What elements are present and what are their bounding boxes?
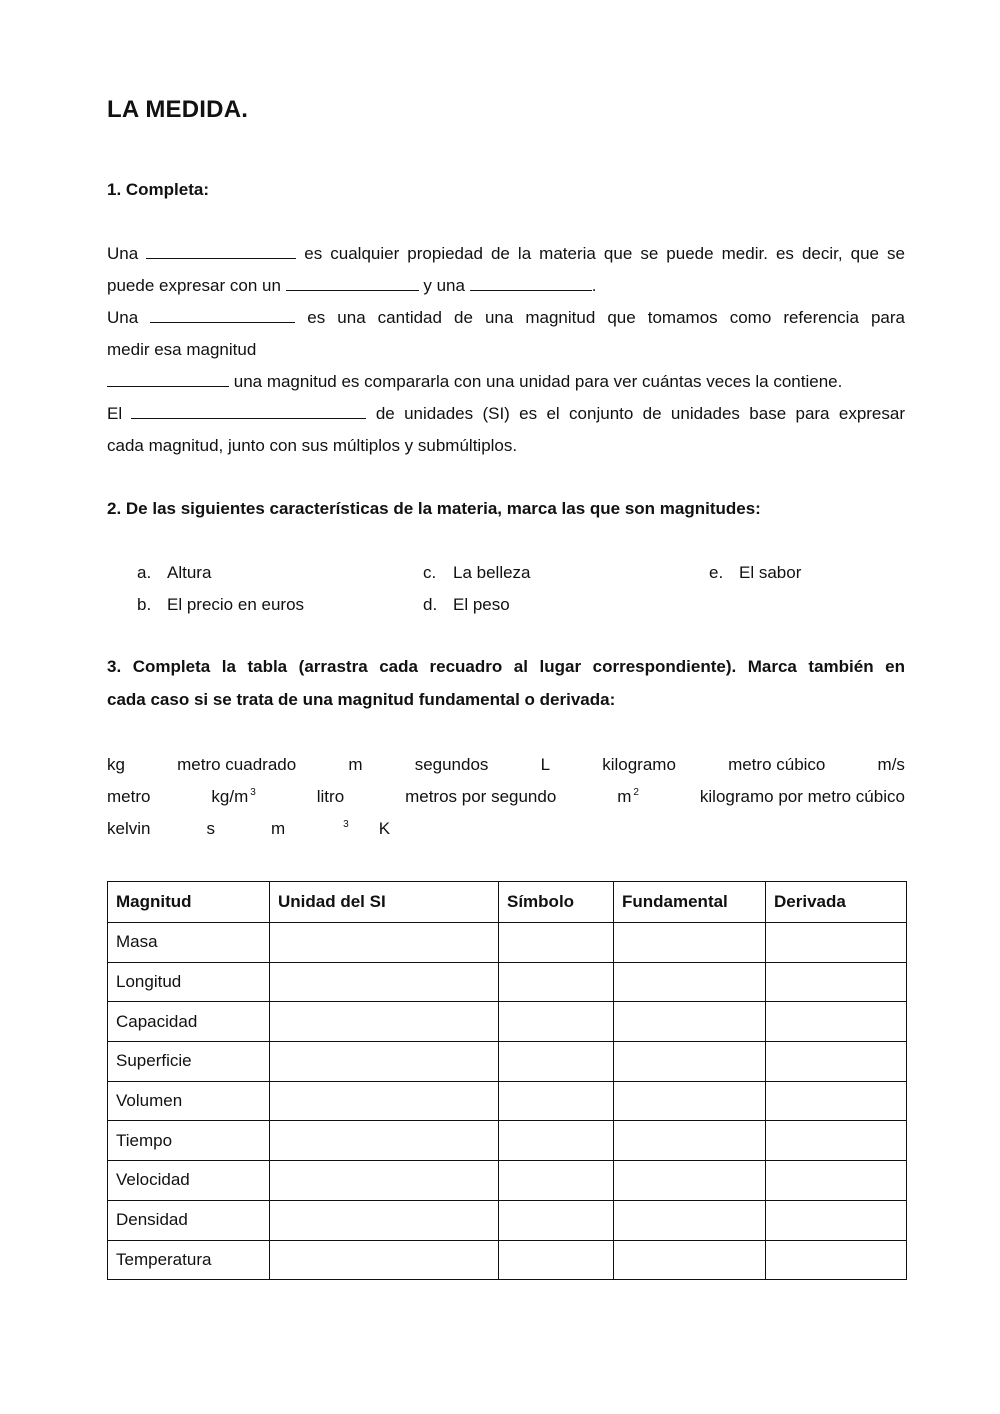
simbolo-drop-cell[interactable]	[499, 1200, 614, 1240]
q1-line-3	[107, 302, 905, 334]
derivada-check-cell[interactable]	[766, 962, 907, 1002]
option-letter: d.	[423, 595, 438, 614]
unidad-drop-cell[interactable]	[270, 1081, 499, 1121]
superscript: 3	[250, 787, 256, 799]
magnitud-cell: Capacidad	[108, 1002, 270, 1042]
derivada-check-cell[interactable]	[766, 1042, 907, 1082]
magnitud-cell: Tiempo	[108, 1121, 270, 1161]
option-text: El sabor	[739, 563, 802, 582]
table-header-row	[108, 882, 907, 923]
q1-text: Una	[107, 308, 139, 327]
option-a[interactable]	[137, 563, 211, 583]
q1-text: El	[107, 404, 123, 423]
drag-word[interactable]: metros por segundo	[405, 787, 557, 806]
table-row	[108, 1200, 907, 1240]
fundamental-check-cell[interactable]	[614, 1240, 766, 1280]
page-title: LA MEDIDA.	[107, 96, 249, 123]
table-row	[108, 923, 907, 963]
table-row	[108, 1240, 907, 1280]
drag-word[interactable]: metro cúbico	[728, 755, 826, 774]
header-derivada: Derivada	[766, 882, 907, 923]
option-letter: c.	[423, 563, 437, 582]
simbolo-drop-cell[interactable]	[499, 1002, 614, 1042]
option-text: El precio en euros	[167, 595, 305, 614]
superscript: 3	[343, 819, 349, 831]
drag-word[interactable]: kilogramo	[602, 755, 676, 774]
derivada-check-cell[interactable]	[766, 1002, 907, 1042]
word-text: m	[617, 787, 632, 806]
derivada-check-cell[interactable]	[766, 1081, 907, 1121]
blank-sistema[interactable]	[131, 402, 366, 419]
fundamental-check-cell[interactable]	[614, 1081, 766, 1121]
q1-text: una magnitud es compararla con una unidad para ver cuántas veces la contiene.	[233, 372, 843, 391]
table-row	[108, 1161, 907, 1201]
simbolo-drop-cell[interactable]	[499, 962, 614, 1002]
word-bank-row-2	[107, 787, 905, 807]
fundamental-check-cell[interactable]	[614, 1121, 766, 1161]
unidad-drop-cell[interactable]	[270, 1042, 499, 1082]
q1-text: cada magnitud, junto con sus múltiplos y submúltiplos.	[107, 436, 518, 455]
q1-heading: 1. Completa:	[107, 180, 210, 199]
option-letter: b.	[137, 595, 152, 614]
unidad-drop-cell[interactable]	[270, 962, 499, 1002]
word-bank-row-3	[107, 819, 905, 839]
q1-line-1	[107, 238, 905, 270]
fundamental-check-cell[interactable]	[614, 1161, 766, 1201]
drag-word[interactable]: kg	[107, 755, 125, 774]
header-unidad: Unidad del SI	[270, 882, 499, 923]
drag-word[interactable]: kilogramo por metro cúbico	[699, 787, 905, 806]
unidad-drop-cell[interactable]	[270, 923, 499, 963]
blank-unidad[interactable]	[470, 274, 592, 291]
word-text: kg/m	[211, 787, 249, 806]
magnitudes-table	[107, 881, 907, 1280]
drag-word[interactable]: kelvin	[107, 819, 151, 838]
fundamental-check-cell[interactable]	[614, 1200, 766, 1240]
q1-text: Una	[107, 244, 139, 263]
drag-word[interactable]: litro	[316, 787, 345, 806]
drag-word[interactable]: metro	[107, 787, 151, 806]
header-magnitud: Magnitud	[108, 882, 270, 923]
header-fundamental: Fundamental	[614, 882, 766, 923]
option-text: La belleza	[453, 563, 531, 582]
q2-heading: 2. De las siguientes características de la materia, marca las que son magnitudes:	[107, 499, 761, 518]
option-letter: a.	[137, 563, 152, 582]
magnitud-cell: Temperatura	[108, 1240, 270, 1280]
blank-unidad-def[interactable]	[150, 306, 295, 323]
drag-word[interactable]: metro cuadrado	[177, 755, 297, 774]
word-bank-row-1	[107, 755, 905, 775]
q1-text: y una	[423, 276, 465, 295]
derivada-check-cell[interactable]	[766, 923, 907, 963]
simbolo-drop-cell[interactable]	[499, 1081, 614, 1121]
blank-medir[interactable]	[107, 370, 229, 387]
table-row	[108, 1121, 907, 1161]
q1-text: medir esa magnitud	[107, 340, 257, 359]
option-d[interactable]	[423, 595, 510, 615]
q1-line-6	[107, 398, 905, 430]
drag-word[interactable]: segundos	[414, 755, 489, 774]
drag-word[interactable]: K	[378, 819, 391, 838]
derivada-check-cell[interactable]	[766, 1240, 907, 1280]
q1-text: es una cantidad de una magnitud que tomamos como referencia para	[307, 308, 905, 327]
drag-word[interactable]	[271, 819, 349, 839]
header-simbolo: Símbolo	[499, 882, 614, 923]
unidad-drop-cell[interactable]	[270, 1200, 499, 1240]
simbolo-drop-cell[interactable]	[499, 1161, 614, 1201]
unidad-drop-cell[interactable]	[270, 1002, 499, 1042]
q1-text: puede expresar con un	[107, 276, 281, 295]
derivada-check-cell[interactable]	[766, 1121, 907, 1161]
table-row	[108, 1002, 907, 1042]
table-row	[108, 1081, 907, 1121]
table-row	[108, 1042, 907, 1082]
magnitud-cell: Volumen	[108, 1081, 270, 1121]
fundamental-check-cell[interactable]	[614, 923, 766, 963]
fundamental-check-cell[interactable]	[614, 1002, 766, 1042]
magnitud-cell: Masa	[108, 923, 270, 963]
blank-numero[interactable]	[286, 274, 419, 291]
q1-line-7	[107, 430, 905, 462]
derivada-check-cell[interactable]	[766, 1200, 907, 1240]
fundamental-check-cell[interactable]	[614, 1042, 766, 1082]
option-text: Altura	[167, 563, 212, 582]
blank-magnitud[interactable]	[146, 242, 296, 259]
unidad-drop-cell[interactable]	[270, 1121, 499, 1161]
word-text: m	[270, 819, 286, 838]
option-b[interactable]	[137, 595, 304, 615]
simbolo-drop-cell[interactable]	[499, 1121, 614, 1161]
simbolo-drop-cell[interactable]	[499, 923, 614, 963]
magnitud-cell: Superficie	[108, 1042, 270, 1082]
table-row	[108, 962, 907, 1002]
derivada-check-cell[interactable]	[766, 1161, 907, 1201]
drag-word[interactable]: L	[540, 755, 551, 774]
simbolo-drop-cell[interactable]	[499, 1042, 614, 1082]
drag-word[interactable]: m	[348, 755, 363, 774]
magnitud-cell: Velocidad	[108, 1161, 270, 1201]
drag-word[interactable]: m/s	[877, 755, 905, 774]
option-c[interactable]	[423, 563, 531, 583]
unidad-drop-cell[interactable]	[270, 1240, 499, 1280]
drag-word[interactable]	[211, 787, 255, 807]
option-text: El peso	[453, 595, 510, 614]
unidad-drop-cell[interactable]	[270, 1161, 499, 1201]
q1-line-2	[107, 270, 905, 302]
q3-heading-line2: cada caso si se trata de una magnitud fundamental o derivada:	[107, 690, 616, 709]
q1-line-5	[107, 366, 905, 398]
superscript: 2	[633, 787, 639, 799]
q1-text: es cualquier propiedad de la materia que se puede medir. es decir, que se	[304, 244, 905, 263]
option-e[interactable]	[709, 563, 801, 583]
option-letter: e.	[709, 563, 724, 582]
q1-text: de unidades (SI) es el conjunto de unidades base para expresar	[375, 404, 905, 423]
q1-text: .	[591, 276, 597, 295]
magnitud-cell: Densidad	[108, 1200, 270, 1240]
fundamental-check-cell[interactable]	[614, 962, 766, 1002]
q1-line-4	[107, 334, 905, 366]
simbolo-drop-cell[interactable]	[499, 1240, 614, 1280]
drag-word[interactable]: s	[206, 819, 215, 838]
magnitud-cell: Longitud	[108, 962, 270, 1002]
q3-heading-line1: 3. Completa la tabla (arrastra cada recuadro al lugar correspondiente). Marca también en	[107, 657, 905, 676]
drag-word[interactable]	[617, 787, 639, 807]
